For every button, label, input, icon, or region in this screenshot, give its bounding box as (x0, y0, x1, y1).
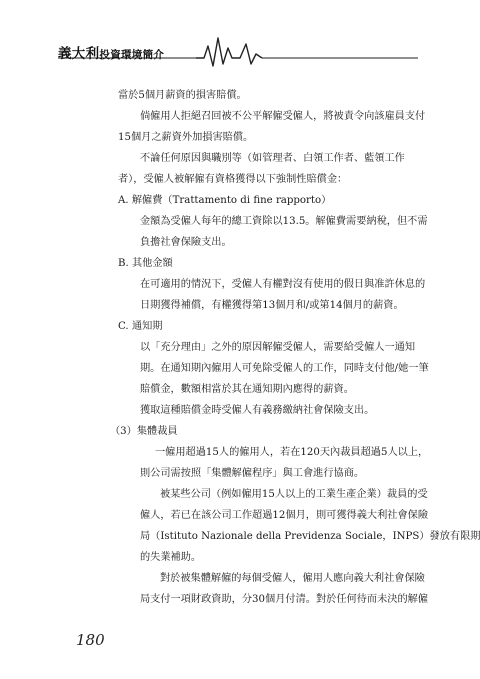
text-line: 對於被集體解僱的每個受僱人，僱用人應向義大利社會保險 (160, 573, 425, 584)
text-line: 金額為受僱人每年的總工資除以13.5。解僱費需要納稅，但不需 (140, 216, 428, 227)
text-line: 以「充分理由」之外的原因解僱受僱人，需要給受僱人一通知 (140, 342, 416, 353)
text-line: 被某些公司（例如僱用15人以上的工業生產企業）裁員的受 (160, 489, 428, 500)
page-number: 180 (76, 631, 105, 649)
header-title-sub: 投資環境簡介 (99, 49, 165, 61)
section-heading-3: （3）集體裁員 (110, 426, 178, 437)
text-line: 在可適用的情況下，受僱人有權對沒有使用的假日與准許休息的 (140, 279, 426, 290)
text-line: 獲取這種賠償金時受僱人有義務繳納社會保險支出。 (140, 405, 375, 416)
section-heading-a: A. 解僱費（Trattamento di fine rapporto） (118, 195, 332, 206)
section-heading-c: C. 通知期 (118, 321, 163, 332)
text-line: 則公司需按照「集體解僱程序」與工會進行協商。 (140, 468, 365, 479)
text-line: 局支付一項財政資助，分30個月付清。對於任何待而未決的解僱 (140, 594, 429, 605)
header-title (58, 42, 164, 62)
running-header (0, 34, 480, 68)
text-line: 15個月之薪資外加損害賠償。 (118, 132, 254, 143)
section-heading-b: B. 其他金額 (118, 258, 173, 269)
text-line: 負擔社會保險支出。 (140, 237, 232, 248)
text-line: 一僱用超過15人的僱用人，若在120天內裁員超過5人以上， (155, 447, 429, 458)
text-line: 日期獲得補償，有權獲得第13個月和/或第14個月的薪資。 (140, 300, 404, 311)
text-line: 當於5個月薪資的損害賠償。 (118, 90, 247, 101)
text-line: 局（Istituto Nazionale della Previdenza Sociale，INPS）發放有限期 (140, 531, 480, 542)
text-line: 的失業補助。 (140, 552, 202, 563)
text-line: 不論任何原因與職別等（如管理者、白領工作者、藍領工作 (140, 153, 405, 164)
text-line: 賠償金，數額相當於其在通知期內應得的薪資。 (140, 384, 354, 395)
header-title-main: 義大利 (58, 46, 100, 62)
text-line: 僱人，若已在該公司工作超過12個月，則可獲得義大利社會保險 (140, 510, 429, 521)
text-line: 者），受僱人被解僱有資格獲得以下強制性賠償金： (118, 174, 348, 185)
text-line: 倘僱用人拒絕召回被不公平解僱受僱人，將被責令向該雇員支付 (140, 111, 426, 122)
text-line: 期。在通知期內僱用人可免除受僱人的工作，同時支付他/她一筆 (140, 363, 429, 374)
